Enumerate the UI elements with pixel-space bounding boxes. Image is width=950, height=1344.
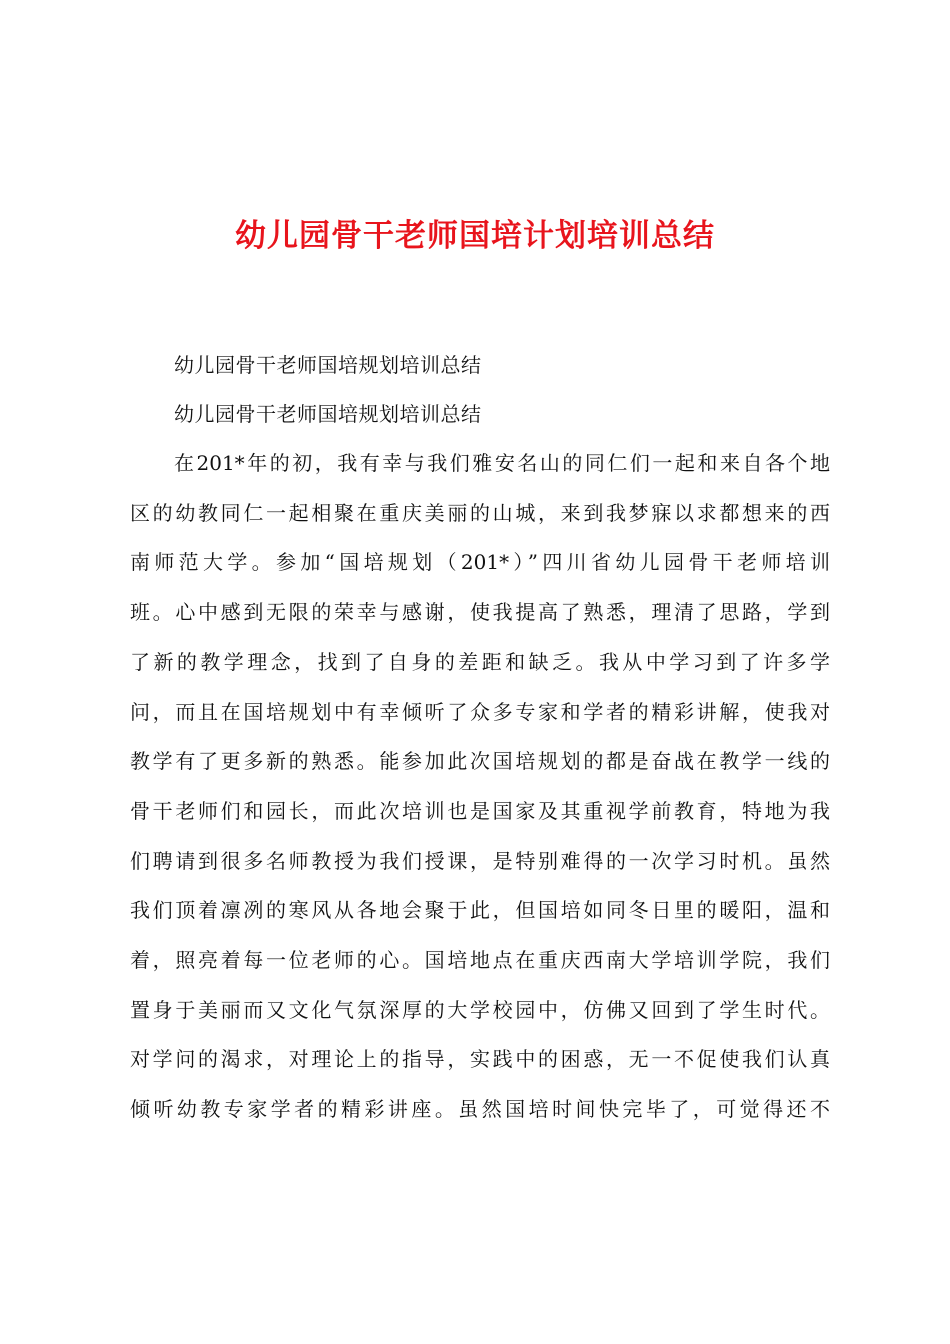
body-line: 着，照亮着每一位老师的心。国培地点在重庆西南大学培训学院，我们: [130, 948, 830, 973]
body-line: 南师范大学。参加“国培规划（201*）”四川省幼儿园骨干老师培训: [130, 550, 830, 575]
subtitle-line-2: 幼儿园骨干老师国培规划培训总结: [174, 402, 482, 426]
body-line: 倾听幼教专家学者的精彩讲座。虽然国培时间快完毕了，可觉得还不: [130, 1097, 830, 1122]
body-line: 对学问的渴求，对理论上的指导，实践中的困惑，无一不促使我们认真: [130, 1047, 830, 1072]
document-body: [130, 341, 830, 1135]
body-line: 了新的教学理念，找到了自身的差距和缺乏。我从中学习到了许多学: [130, 649, 830, 674]
body-line: 班。心中感到无限的荣幸与感谢，使我提高了熟悉，理清了思路，学到: [130, 600, 830, 625]
body-line: 们聘请到很多名师教授为我们授课，是特别难得的一次学习时机。虽然: [130, 848, 830, 873]
subtitle-line-1: 幼儿园骨干老师国培规划培训总结: [174, 353, 482, 377]
body-line: 问，而且在国培规划中有幸倾听了众多专家和学者的精彩讲解，使我对: [130, 699, 830, 724]
body-line: 区的幼教同仁一起相聚在重庆美丽的山城，来到我梦寐以求都想来的西: [130, 500, 830, 525]
body-line: 在201*年的初，我有幸与我们雅安名山的同仁们一起和来自各个地: [174, 451, 830, 475]
body-line: 置身于美丽而又文化气氛深厚的大学校园中，仿佛又回到了学生时代。: [130, 997, 830, 1022]
body-line: 骨干老师们和园长，而此次培训也是国家及其重视学前教育，特地为我: [130, 798, 830, 823]
body-paragraph: [130, 439, 830, 1135]
body-line: 我们顶着凛冽的寒风从各地会聚于此，但国培如同冬日里的暖阳，温和: [130, 898, 830, 923]
document-title: 幼儿园骨干老师国培计划培训总结: [235, 218, 715, 254]
body-line: 教学有了更多新的熟悉。能参加此次国培规划的都是奋战在教学一线的: [130, 749, 830, 774]
